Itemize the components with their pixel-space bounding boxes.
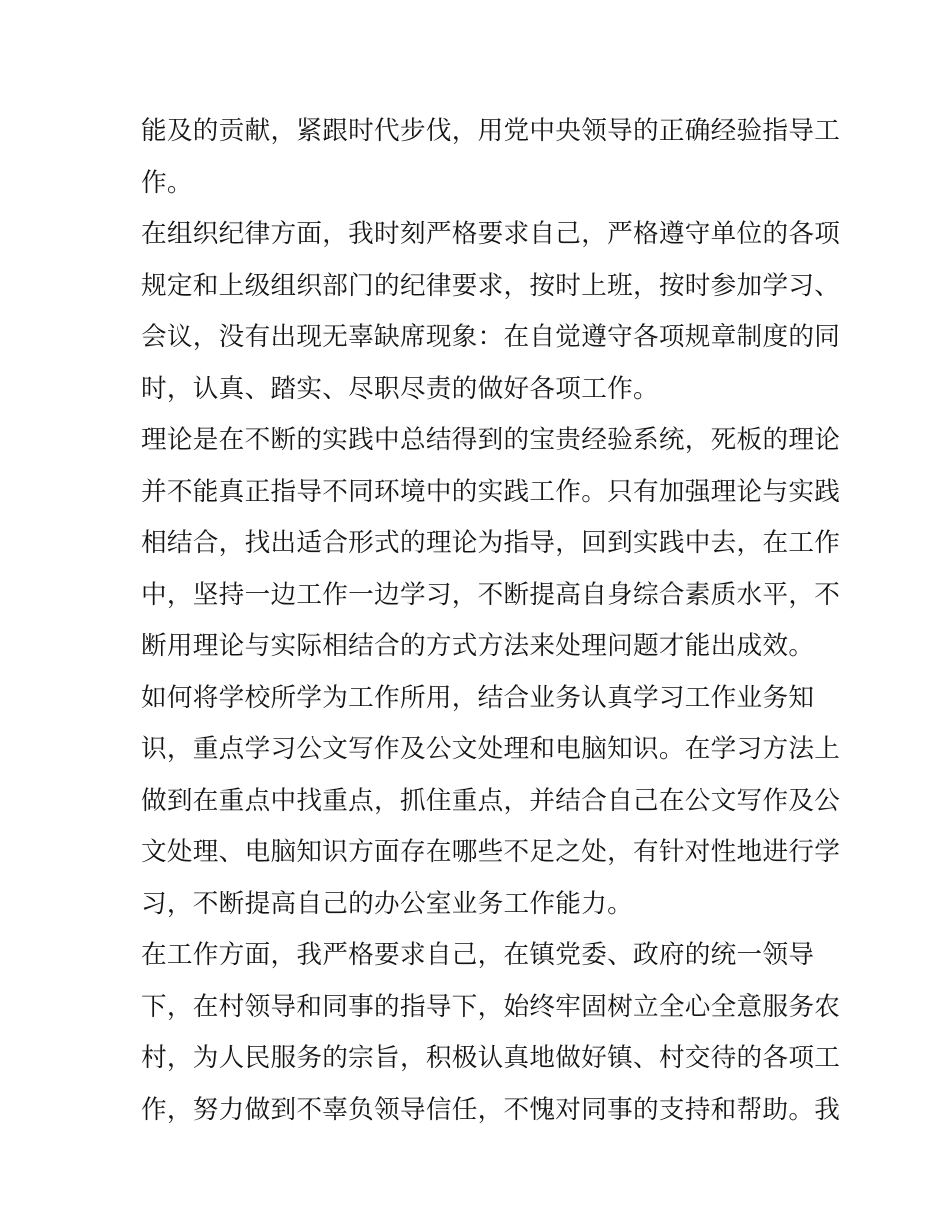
text-line-20: 作，努力做到不辜负领导信任，不愧对同事的支持和帮助。我 — [141, 1094, 841, 1125]
document-body-text — [141, 106, 841, 1136]
text-line-12: 如何将学校所学为工作所用，结合业务认真学习工作业务知 — [141, 682, 815, 713]
text-line-16: 习，不断提高自己的办公室业务工作能力。 — [141, 888, 633, 919]
text-line-10: 中，坚持一边工作一边学习，不断提高自身综合素质水平，不 — [141, 579, 841, 610]
text-line-11: 断用理论与实际相结合的方式方法来处理问题才能出成效。 — [141, 631, 815, 661]
text-line-15: 文处理、电脑知识方面存在哪些不足之处，有针对性地进行学 — [141, 837, 841, 867]
text-line-18: 下，在村领导和同事的指导下，始终牢固树立全心全意服务农 — [141, 991, 841, 1022]
text-line-7: 理论是在不断的实践中总结得到的宝贵经验系统，死板的理论 — [141, 425, 841, 455]
text-line-13: 识，重点学习公文写作及公文处理和电脑知识。在学习方法上 — [141, 734, 841, 764]
text-line-14: 做到在重点中找重点，抓住重点，并结合自己在公文写作及公 — [141, 785, 841, 816]
text-line-1: 能及的贡献，紧跟时代步伐，用党中央领导的正确经验指导工 — [141, 116, 841, 146]
text-line-9: 相结合，找出适合形式的理论为指导，回到实践中去，在工作 — [141, 528, 841, 558]
text-line-6: 时，认真、踏实、尽职尽责的做好各项工作。 — [141, 373, 659, 404]
text-line-8: 并不能真正指导不同环境中的实践工作。只有加强理论与实践 — [141, 476, 841, 507]
text-line-3: 在组织纪律方面，我时刻严格要求自己，严格遵守单位的各项 — [141, 219, 841, 249]
text-line-17: 在工作方面，我严格要求自己，在镇党委、政府的统一领导 — [141, 940, 815, 970]
text-line-4: 规定和上级组织部门的纪律要求，按时上班，按时参加学习、 — [141, 270, 841, 301]
text-line-5: 会议，没有出现无辜缺席现象：在自觉遵守各项规章制度的同 — [141, 322, 841, 352]
text-line-2: 作。 — [141, 167, 193, 198]
text-line-19: 村，为人民服务的宗旨，积极认真地做好镇、村交待的各项工 — [141, 1043, 841, 1073]
